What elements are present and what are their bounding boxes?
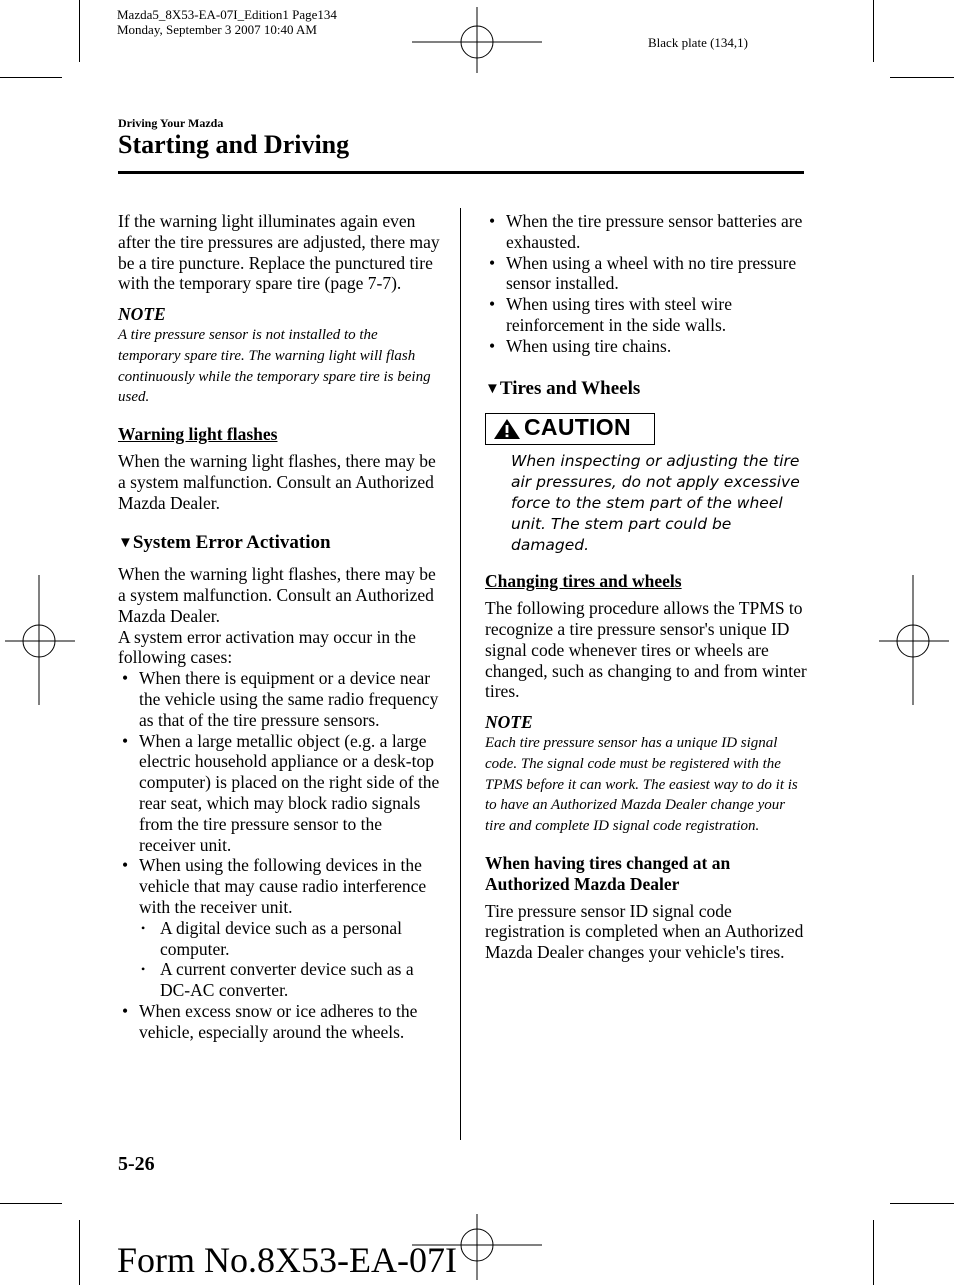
list-item: • When using a wheel with no tire pressure sensor installed. [485, 253, 807, 295]
crop-mark [79, 0, 80, 62]
note-heading: NOTE [118, 304, 166, 325]
list-item: • When using tire chains. [485, 336, 807, 357]
warning-flashes-heading: Warning light flashes [118, 424, 278, 445]
crop-mark [79, 1220, 80, 1285]
list-item: • When using tires with steel wire reinforcement in the side walls. [485, 294, 807, 336]
right-column [485, 211, 807, 963]
paragraph: If the warning light illuminates again even after the tire pressures are adjusted, there may be a tire puncture. Replace the punctured tire with the temporary spare tire (page 7-7). [118, 211, 440, 294]
sub-list-item: • A current converter device such as a DC-AC converter. [139, 959, 440, 1001]
crop-mark [890, 1203, 954, 1204]
form-number: Form No.8X53-EA-07I [117, 1240, 457, 1280]
heading-text: Tires and Wheels [499, 377, 641, 399]
print-header [117, 7, 337, 37]
heading-text: System Error Activation [132, 532, 331, 554]
note-text: A tire pressure sensor is not installed to the temporary spare tire. The warning light will flash continuously while the temporary spare tire is being used. [118, 326, 431, 406]
note-heading: NOTE [485, 712, 533, 733]
section-label: Driving Your Mazda [118, 116, 224, 130]
plate-label: Black plate (134,1) [648, 35, 748, 50]
sub-list-item: • A digital device such as a personal computer. [139, 918, 440, 960]
paragraph: The following procedure allows the TPMS to recognize a tire pressure sensor's unique ID signal code whenever tires or wheels are changed, such as changing to and from winter tires. [485, 598, 807, 702]
page-number: 5-26 [118, 1153, 155, 1175]
crop-mark [873, 0, 874, 62]
note-text: Each tire pressure sensor has a unique ID signal code. The signal code must be registered with the TPMS before it can work. The easiest way to do it is to have an Authorized Mazda Dealer change your tire and complete ID signal code registration. [485, 734, 798, 835]
caution-text: When inspecting or adjusting the tire air pressures, do not apply excessive force to the stem part of the wheel unit. The stem part could be damaged. [511, 452, 800, 554]
registration-mark-right [879, 575, 949, 705]
caution-banner [485, 413, 655, 445]
tires-wheels-heading [485, 379, 807, 400]
print-header-line2: Monday, September 3 2007 10:40 AM [117, 22, 317, 37]
title-rule [118, 171, 804, 174]
registration-mark-top [412, 5, 542, 75]
sub-bullet-list [139, 918, 440, 1001]
list-item: • When excess snow or ice adheres to the vehicle, especially around the wheels. [118, 1001, 440, 1043]
list-item: • When a large metallic object (e.g. a large electric household appliance or a desk-top computer) is placed on the right side of the rear seat, which may block radio signals from the tire pressure sensor to the receiver unit. [118, 731, 440, 856]
paragraph: A system error activation may occur in the following cases: [118, 626, 416, 668]
crop-mark [0, 1203, 62, 1204]
list-item: • When there is equipment or a device near the vehicle using the same radio frequency as that of the tire pressure sensors. [118, 668, 440, 730]
list-item-text: When using the following devices in the vehicle that may cause radio interference with the receiver unit. [139, 855, 427, 917]
bullet-list [118, 668, 440, 1042]
changing-tires-heading: Changing tires and wheels [485, 571, 682, 592]
bullet-list [485, 211, 807, 357]
dealer-heading: When having tires changed at an Authorized Mazda Dealer [485, 852, 731, 894]
warning-triangle-icon [493, 418, 521, 440]
system-error-heading [118, 533, 440, 554]
print-header-line1: Mazda5_8X53-EA-07I_Edition1 Page134 [117, 7, 337, 22]
triangle-down-icon: ▼ [485, 380, 500, 397]
left-column [118, 211, 440, 1042]
paragraph: Tire pressure sensor ID signal code registration is completed when an Authorized Mazda Dealer changes your vehicle's tires. [485, 900, 804, 963]
list-item [118, 855, 440, 1001]
crop-mark [0, 77, 62, 78]
page-title: Starting and Driving [118, 130, 350, 159]
paragraph: When the warning light flashes, there may be a system malfunction. Consult an Authorized Mazda Dealer. [118, 450, 436, 513]
crop-mark [890, 77, 954, 78]
column-divider [460, 208, 461, 1140]
caution-label: CAUTION [524, 414, 631, 441]
triangle-down-icon: ▼ [118, 535, 133, 552]
paragraph: When the warning light flashes, there may be a system malfunction. Consult an Authorized Mazda Dealer. [118, 564, 436, 626]
registration-mark-left [5, 575, 75, 705]
crop-mark [873, 1220, 874, 1285]
list-item: • When the tire pressure sensor batteries are exhausted. [485, 211, 807, 253]
